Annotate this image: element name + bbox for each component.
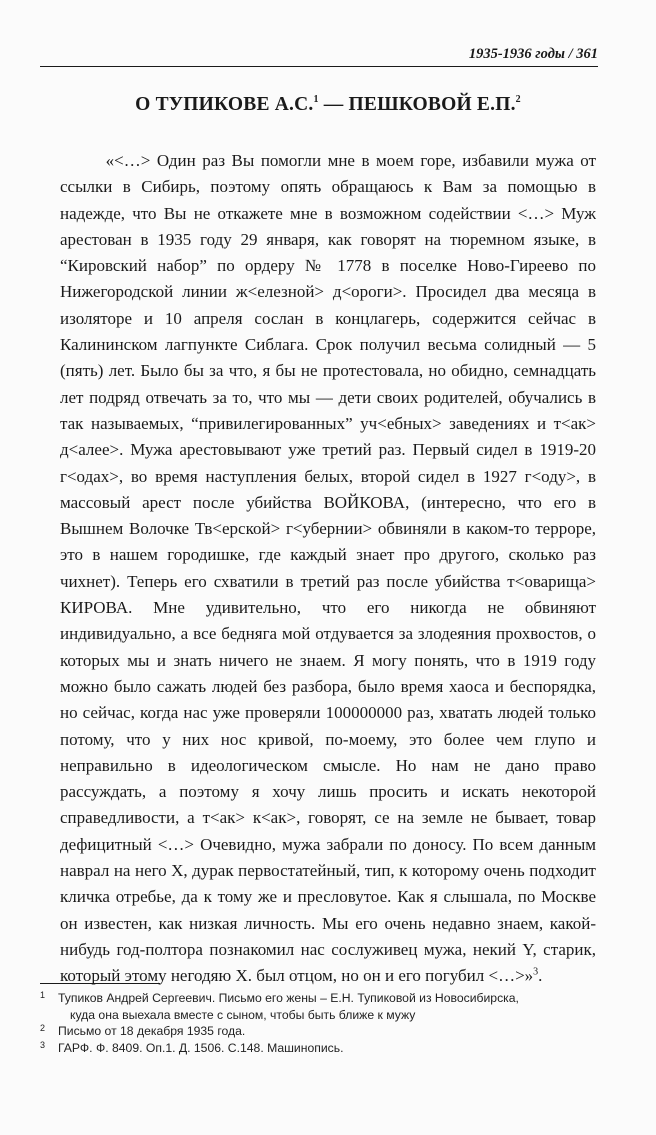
footnote-text: ГАРФ. Ф. 8409. Оп.1. Д. 1506. С.148. Машинопись. (58, 1040, 344, 1055)
letter-body (60, 148, 596, 990)
footnote-text-cont: куда она выехала вместе с сыном, чтобы быть ближе к мужу (70, 1007, 416, 1022)
footnote-divider (40, 983, 160, 984)
page-title (60, 94, 596, 116)
footnote-number: 3 (40, 1039, 46, 1050)
footnote-number: 1 (40, 990, 46, 1000)
footnote-2 (40, 1023, 600, 1040)
footnote-number: 2 (40, 1023, 46, 1033)
letter-paragraph (60, 148, 596, 990)
title-part-1: О ТУПИКОВЕ А.С. (135, 94, 314, 115)
footnote-3 (40, 1040, 600, 1057)
footnote-ref-3: 3 (533, 966, 539, 978)
footnote-ref-1: 1 (313, 94, 319, 105)
footnote-ref-2: 2 (515, 94, 521, 105)
title-part-2: — ПЕШКОВОЙ Е.П. (318, 94, 516, 115)
letter-text: «<…> Один раз Вы помогли мне в моем горе, избавили мужа от ссылки в Сибирь, поэтому опять обращаюсь к Вам за помощью в надежде, что Вы не откажете мне в возможном содействии <…> Муж арестован в 1935 году 29 января, как говорят на тюремном языке, в “Кировский набор” по ордеру № 1778 в поселке Ново-Гиреево по Нижегородской линии ж<елезной> д<ороги>. Просидел два месяца в изоляторе и 10 апреля сослан в концлагерь, содержится сейчас в Калининском лагпункте Сиблага. Срок получил весьма солидный — 5 (пять) лет. Было бы за что, я бы не протестовала, но обидно, семнадцать лет подряд отвечать за то, что мы — дети своих родителей, обучались в так называемых, “привилегированных” уч<ебных> заведениях и т<ак> д<алее>. Мужа арестовывают уже третий раз. Первый сидел в 1919-20 г<одах>, во время наступления белых, второй сидел в 1927 г<оду>, в массовый арест после убийства ВОЙКОВА, (интересно, что его в Вышнем Волочке Тв<ерской> г<убернии> обвиняли в каком-то терроре, это в нашем городишке, где каждый знает про другого, сколько раз чихнет). Теперь его схватили в третий раз после убийства т<оварища> КИРОВА. Мне удивительно, что его никогда не обвиняют индивидуально, а все бедняга мой отдувается за злодеяния прохвостов, о которых мы и знать ничего не знаем. Я могу понять, что в 1919 году можно было сажать людей без разбора, было время хаоса и беспорядка, но сейчас, когда нас уже проверяли 100000000 раз, хватать людей только потому, что у них нос кривой, по-моему, это более чем глупо и неправильно в идеологическом смысле. Но нам не дано право рассуждать, а поэтому я хочу лишь просить и искать некоторой справедливости, а т<ак> к<ак>, говорят, се на земле не бывает, товар дефицитный <…> Очевидно, мужа забрали по доносу. По всем данным наврал на него X, дурак первостатейный, тип, к которому очень подходит кличка отребье, да к тому же и пресловутое. Как я слышала, по Москве он известен, как низкая личность. Мы его очень недавно знаем, какой-нибудь год-полтора познакомил нас сослуживец мужа, некий Y, старик, который этому негодяю X. был отцом, но он и его погубил <…>» (60, 151, 596, 986)
footnote-text: Тупиков Андрей Сергеевич. Письмо его жены – Е.Н. Тупиковой из Новосибирска, (58, 991, 519, 1005)
footnote-1 (40, 990, 600, 1023)
running-title: 1935-1936 годы / 361 (468, 46, 598, 62)
running-header (40, 46, 598, 67)
footnote-text: Письмо от 18 декабря 1935 года. (58, 1024, 246, 1038)
footnotes (40, 990, 600, 1056)
letter-end: . (538, 966, 543, 986)
